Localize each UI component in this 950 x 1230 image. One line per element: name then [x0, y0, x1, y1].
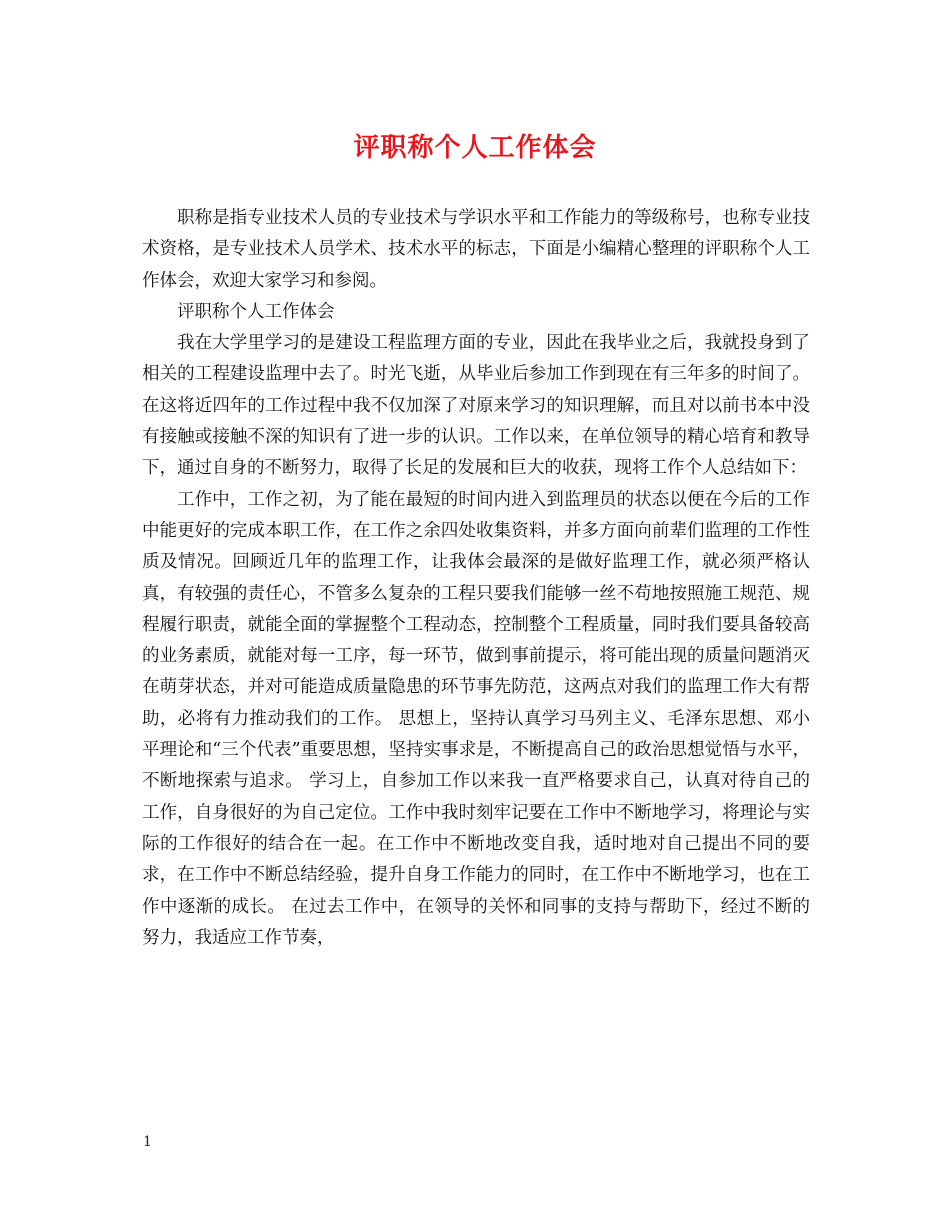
- document-body: [142, 203, 810, 954]
- body-paragraph-1: 我在大学里学习的是建设工程监理方面的专业，因此在我毕业之后，我就投身到了相关的工程建设监理中去了。时光飞逝，从毕业后参加工作到现在有三年多的时间了。在这将近四年的工作过程中我不仅加深了对原来学习的知识理解，而且对以前书本中没有接触或接触不深的知识有了进一步的认识。工作以来，在单位领导的精心培育和教导下，通过自身的不断努力，取得了长足的发展和巨大的收获，现将工作个人总结如下：: [142, 333, 810, 479]
- body-paragraph-2: 工作中，工作之初，为了能在最短的时间内进入到监理员的状态以便在今后的工作中能更好的完成本职工作，在工作之余四处收集资料，并多方面向前辈们监理的工作性质及情况。回顾近几年的监理工作，让我体会最深的是做好监理工作，就必须严格认真，有较强的责任心，不管多么复杂的工程只要我们能够一丝不苟地按照施工规范、规程履行职责，就能全面的掌握整个工程动态，控制整个工程质量，同时我们要具备较高的业务素质，就能对每一工序，每一环节，做到事前提示，将可能出现的质量问题消灭在萌芽状态，并对可能造成质量隐患的环节事先防范，这两点对我们的监理工作大有帮助，必将有力推动我们的工作。 思想上，坚持认真学习马列主义、毛泽东思想、邓小平理论和“三个代表”重要思想，坚持实事求是，不断提高自己的政治思想觉悟与水平，不断地探索与追求。 学习上，自参加工作以来我一直严格要求自己，认真对待自己的工作，自身很好的为自己定位。工作中我时刻牢记要在工作中不断地学习，将理论与实际的工作很好的结合在一起。在工作中不断地改变自我，适时地对自己提出不同的要求，在工作中不断总结经验，提升自身工作能力的同时，在工作中不断地学习，也在工作中逐渐的成长。 在过去工作中，在领导的关怀和同事的支持与帮助下，经过不断的努力，我适应工作节奏，: [142, 489, 810, 948]
- section-heading: 评职称个人工作体会: [177, 301, 335, 322]
- page-number: 1: [143, 1134, 152, 1150]
- intro-paragraph: 职称是指专业技术人员的专业技术与学识水平和工作能力的等级称号，也称专业技术资格，是专业技术人员学术、技术水平的标志，下面是小编精心整理的评职称个人工作体会，欢迎大家学习和参阅。: [142, 208, 810, 291]
- document-title: 评职称个人工作体会: [353, 133, 597, 163]
